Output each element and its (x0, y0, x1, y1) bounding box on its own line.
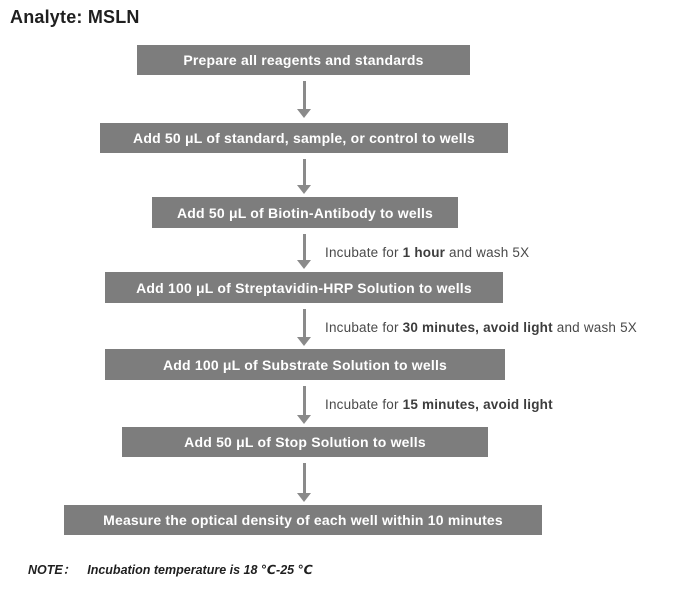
page-title: Analyte: MSLN (10, 7, 140, 27)
label-bold: 15 minutes, avoid light (402, 397, 553, 412)
arrow-shaft (303, 386, 306, 416)
down-arrow-icon (297, 159, 311, 194)
step-add-stop-solution: Add 50 μL of Stop Solution to wells (122, 427, 488, 457)
down-arrow-icon (297, 309, 311, 346)
step-add-streptavidin-hrp: Add 100 μL of Streptavidin-HRP Solution to wells (105, 272, 503, 303)
step-add-standard-sample: Add 50 μL of standard, sample, or control to wells (100, 123, 508, 153)
label-suffix: and wash 5X (552, 320, 638, 335)
label-prefix: Incubate for (325, 397, 403, 412)
incubate-15-minutes-label (325, 397, 553, 412)
arrow-head (297, 415, 311, 424)
arrow-shaft (303, 81, 306, 110)
arrow-shaft (303, 309, 306, 338)
arrow-head (297, 109, 311, 118)
down-arrow-icon (297, 81, 311, 118)
arrow-head (297, 337, 311, 346)
step-prepare-reagents: Prepare all reagents and standards (137, 45, 470, 75)
label-prefix: Incubate for (325, 320, 403, 335)
down-arrow-icon (297, 386, 311, 424)
note-text: Incubation temperature is 18 ℃-25 ℃ (87, 563, 313, 577)
incubation-temperature-note (28, 560, 313, 578)
arrow-shaft (303, 234, 306, 261)
label-prefix: Incubate for (325, 245, 403, 260)
arrow-head (297, 185, 311, 194)
label-bold: 1 hour (402, 245, 446, 260)
incubate-30-minutes-label (325, 320, 637, 335)
arrow-shaft (303, 159, 306, 186)
incubate-1-hour-label (325, 245, 529, 260)
step-add-biotin-antibody: Add 50 μL of Biotin-Antibody to wells (152, 197, 458, 228)
arrow-shaft (303, 463, 306, 494)
down-arrow-icon (297, 463, 311, 502)
label-bold: 30 minutes, avoid light (402, 320, 553, 335)
arrow-head (297, 260, 311, 269)
note-label: NOTE： (28, 563, 76, 577)
step-add-substrate-solution: Add 100 μL of Substrate Solution to wells (105, 349, 505, 380)
arrow-head (297, 493, 311, 502)
label-suffix: and wash 5X (445, 245, 530, 260)
down-arrow-icon (297, 234, 311, 269)
step-measure-optical-density: Measure the optical density of each well within 10 minutes (64, 505, 542, 535)
